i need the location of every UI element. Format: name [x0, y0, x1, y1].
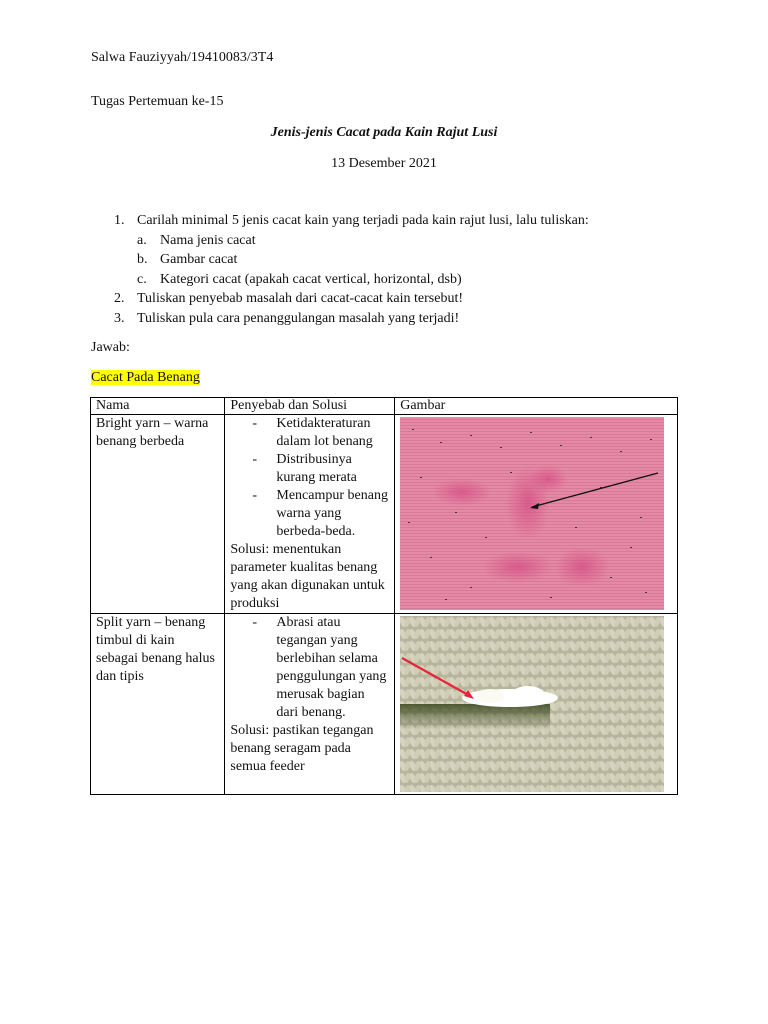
instruction-item [114, 211, 589, 231]
subitem-text: Gambar cacat [160, 252, 238, 267]
subitem-letter: c. [137, 271, 147, 287]
instruction-text: Tuliskan penyebab masalah dari cacat-cacat kain tersebut! [137, 291, 464, 306]
subitem-letter: a. [137, 232, 147, 248]
cause-item: - Distribusinya kurang merata [230, 451, 389, 487]
author-line: Salwa Fauziyyah/19410083/3T4 [91, 50, 274, 65]
header-penyebab: Penyebab dan Solusi [225, 398, 395, 415]
instruction-list [114, 211, 589, 328]
instruction-subitem [137, 270, 589, 290]
subitem-text: Nama jenis cacat [160, 232, 256, 248]
solution-text: Solusi: menentukan parameter kualitas benang yang akan digunakan untuk produksi [230, 542, 385, 611]
cause-list [230, 614, 389, 722]
defect-image-cell [395, 415, 678, 614]
cause-list [230, 415, 389, 541]
header-gambar: Gambar [395, 398, 678, 415]
instruction-item [114, 289, 589, 309]
defect-table [90, 397, 678, 795]
defect-name: Bright yarn – warna benang berbeda [91, 415, 225, 614]
cause-item: - Ketidakteraturan dalam lot benang [230, 415, 389, 451]
section-heading-text: Cacat Pada Benang [91, 370, 200, 385]
table-row [91, 614, 678, 795]
subitem-letter: b. [137, 252, 148, 267]
table-header-row [91, 398, 678, 415]
solution-text: Solusi: pastikan tegangan benang seragam pada semua feeder [230, 723, 374, 774]
defect-cause-solution [225, 415, 395, 614]
table-row [91, 415, 678, 614]
cause-item: - Mencampur benang warna yang berbeda-beda. [230, 487, 389, 541]
defect-name: Split yarn – benang timbul di kain sebagai benang halus dan tipis [91, 614, 225, 795]
section-heading [91, 369, 200, 387]
document-date: 13 Desember 2021 [331, 156, 437, 171]
instruction-subitem [137, 231, 589, 251]
instruction-number: 1. [114, 213, 125, 228]
header-nama: Nama [91, 398, 225, 415]
instruction-number: 2. [114, 291, 125, 306]
defect-cause-solution [225, 614, 395, 795]
subitem-text: Kategori cacat (apakah cacat vertical, horizontal, dsb) [160, 271, 462, 287]
document-title: Jenis-jenis Cacat pada Kain Rajut Lusi [270, 125, 498, 140]
cause-item: - Abrasi atau tegangan yang berlebihan selama penggulungan yang merusak bagian dari benang. [230, 614, 389, 722]
bright-yarn-fabric-image [400, 417, 664, 610]
instruction-item [114, 309, 589, 329]
defect-image-cell [395, 614, 678, 795]
instruction-text: Carilah minimal 5 jenis cacat kain yang terjadi pada kain rajut lusi, lalu tuliskan: [137, 213, 589, 228]
instruction-text: Tuliskan pula cara penanggulangan masalah yang terjadi! [137, 310, 460, 326]
answer-label: Jawab: [91, 340, 130, 355]
assignment-title: Tugas Pertemuan ke-15 [91, 94, 224, 109]
split-yarn-fabric-image [400, 616, 664, 792]
instruction-subitem [137, 250, 589, 270]
instruction-number: 3. [114, 310, 125, 326]
